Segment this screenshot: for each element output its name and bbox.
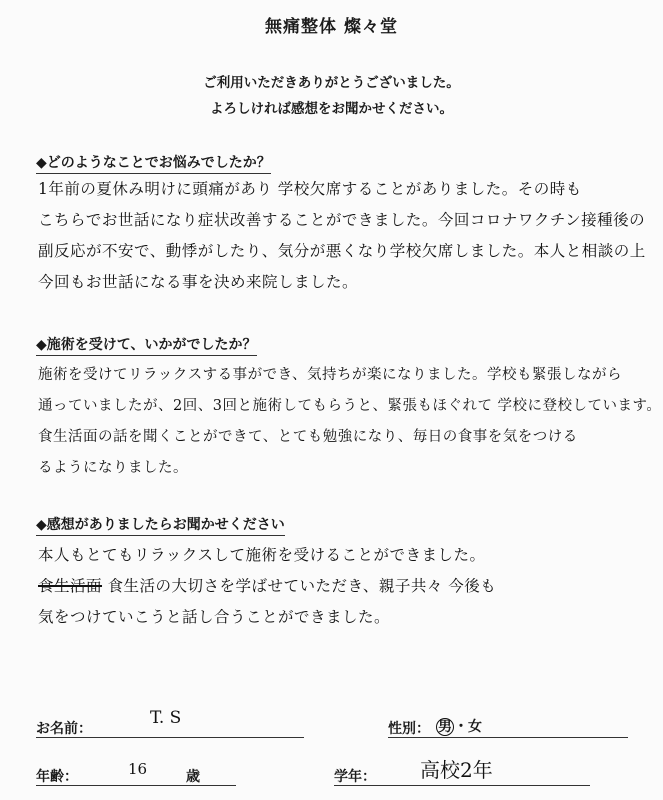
name-label: お名前：: [36, 721, 92, 737]
answer-line: 通っていましたが、2回、3回と施術してもらうと、緊張もほぐれて 学校に登校しています。: [38, 398, 662, 414]
answer-line: こちらでお世話になり症状改善することができました。今回コロナワクチン接種後の: [38, 211, 646, 229]
answer-line: 施術を受けてリラックスする事ができ、気持ちが楽になりました。学校も緊張しながら: [38, 367, 622, 383]
intro-line-1: ご利用いただきありがとうございました。: [203, 75, 460, 91]
age-value: 16: [128, 760, 148, 778]
clinic-title: 無痛整体 燦々堂: [265, 17, 398, 37]
gender-options: [436, 716, 482, 736]
question-treatment: ◆施術を受けて、いかがでしたか？: [36, 334, 257, 356]
answer-line: 今回もお世話になる事を決め来院しました。: [38, 273, 359, 291]
answer-line: 本人もとてもリラックスして施術を受けることができました。: [38, 546, 486, 564]
age-label: 年齢：: [36, 769, 78, 785]
gender-female: 女: [468, 719, 482, 735]
age-unit: 歳: [186, 769, 200, 785]
answer-treatment: [38, 360, 662, 484]
gender-male-circled: 男: [438, 719, 452, 735]
question-concerns: ◆どのようなことでお悩みでしたか？: [36, 152, 271, 174]
gender-label: 性別：: [388, 721, 430, 737]
grade-label: 学年：: [334, 769, 376, 785]
gender-underline: [388, 737, 628, 738]
answer-text: 食生活の大切さを学ばせていただき、親子共々 今後も: [102, 577, 497, 595]
struck-text: 食生活面: [38, 577, 103, 595]
gender-separator: ・: [454, 719, 468, 735]
question-feedback: ◆感想がありましたらお聞かせください: [36, 514, 285, 536]
answer-feedback: [38, 540, 658, 633]
answer-line: 1年前の夏休み明けに頭痛があり 学校欠席することがありました。その時も: [38, 180, 582, 198]
answer-concerns: [38, 174, 658, 298]
name-value: T. S: [150, 708, 182, 728]
name-underline: [36, 737, 304, 738]
grade-value: 高校2年: [420, 758, 493, 782]
answer-line: 食生活面の話を聞くことができて、とても勉強になり、毎日の食事を気をつける: [38, 429, 578, 445]
answer-line: [38, 571, 658, 602]
answer-line: 副反応が不安で、動悸がしたり、気分が悪くなり学校欠席しました。本人と相談の上: [38, 242, 646, 260]
grade-underline: [334, 785, 590, 786]
answer-line: 気をつけていこうと話し合うことができました。: [38, 608, 391, 626]
intro-line-2: よろしければ感想をお聞かせください。: [210, 101, 453, 117]
answer-line: るようになりました。: [38, 460, 188, 476]
intro-text: [0, 70, 663, 122]
age-underline: [36, 785, 236, 786]
